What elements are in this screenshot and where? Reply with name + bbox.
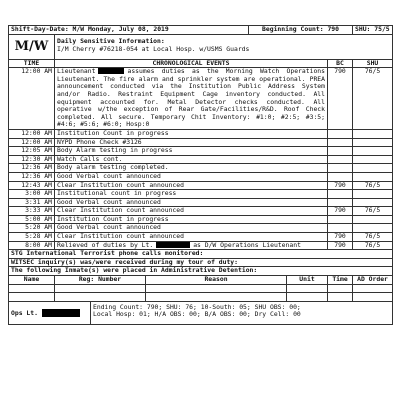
event-shu <box>353 215 393 224</box>
event-time: 12:36 AM <box>9 172 55 181</box>
event-bc <box>328 129 353 138</box>
col-time: TIME <box>9 59 55 68</box>
event-text-post: assumes duties as the Morning Watch Operations Lieutenant. The fire alarm and sprinkler system are operational. PREA announcement conducted via the Institution Public Address System and/or Radio. Restraint Equipment Cage inventory conducted. All equipment accounted for. Metal Detector checks conducted. All operative w/the exception of Rear Gate/Facilities/R&D. Roof Check completed. All secure. Temporary Chit Inventory: #1:0; #2:5; #3:5; #4:6; #5:6; #6:0; Hosp:0 <box>57 67 325 129</box>
witsec-label: WITSEC inquiry(s) was/were received during my tour of duty: <box>9 258 393 267</box>
event-row <box>9 147 393 156</box>
event-text: Good Verbal count announced <box>55 172 328 181</box>
ad-col-header: Unit <box>287 276 328 285</box>
shift-day-date: Shift-Day-Date: M/W Monday, July 08, 2019 <box>9 26 249 35</box>
ad-col-header: AD Order <box>353 276 393 285</box>
event-bc <box>328 172 353 181</box>
event-text-pre: Lieutenant <box>57 67 96 76</box>
event-shu: 76/5 <box>353 207 393 216</box>
col-events: CHRONOLOGICAL EVENTS <box>55 59 328 68</box>
event-text: Body Alarm testing in progress <box>55 147 328 156</box>
adseg-label: The following Inmate(s) were placed in Administrative Detention: <box>9 267 393 276</box>
ending-line-2: Local Hosp: 01; H/A OBS: 00; B/A OBS: 00; Dry Cell: 00 <box>93 310 301 319</box>
event-text: Watch Calls cont. <box>55 155 328 164</box>
stg-label: STG International Terrorist phone calls monitored: <box>9 250 393 259</box>
event-time: 12:36 AM <box>9 164 55 173</box>
event-shu: 76/5 <box>353 241 393 250</box>
ops-lt-label: Ops Lt. <box>11 308 38 317</box>
ad-blank-cell <box>9 284 55 293</box>
event-bc: 790 <box>328 241 353 250</box>
event-text: Clear Institution count announced <box>55 207 328 216</box>
header-row <box>9 26 393 35</box>
event-text: Clear Institution count announced <box>55 181 328 190</box>
event-shu <box>353 172 393 181</box>
mw-label: M/W <box>9 34 55 59</box>
event-bc <box>328 215 353 224</box>
event-text-post: as D/W Operations Lieutenant <box>193 240 301 249</box>
event-shu <box>353 129 393 138</box>
ad-col-header: Name <box>9 276 55 285</box>
ad-blank-cell <box>353 293 393 302</box>
ad-col-header: Reason <box>146 276 287 285</box>
ad-blank-cell <box>287 293 328 302</box>
ad-blank-row <box>9 284 393 293</box>
ad-blank-cell <box>146 293 287 302</box>
watch-log-page <box>8 25 392 395</box>
dsi-text: I/M Cherry #76218-054 at Local Hosp. w/USMS Guards <box>57 44 250 53</box>
ad-blank-cell <box>55 293 146 302</box>
event-text: Body alarm testing completed. <box>55 164 328 173</box>
event-time: 5:28 AM <box>9 233 55 242</box>
redaction-bar <box>42 309 80 317</box>
event-shu: 76/5 <box>353 181 393 190</box>
event-shu <box>353 164 393 173</box>
ad-blank-row <box>9 293 393 302</box>
event-text: Institutional count in progress <box>55 190 328 199</box>
ad-blank-cell <box>9 293 55 302</box>
event-shu: 76/5 <box>353 233 393 242</box>
event-time: 3:00 AM <box>9 190 55 199</box>
event-shu <box>353 138 393 147</box>
dsi-title: Daily Sensitive Information: <box>57 36 165 45</box>
event-bc <box>328 147 353 156</box>
event-time: 12:05 AM <box>9 147 55 156</box>
event-text: Institution Count in progress <box>55 129 328 138</box>
ops-lt-cell <box>9 301 91 324</box>
event-text: Institution Count in progress <box>55 215 328 224</box>
signature-row <box>9 301 393 324</box>
shu-count: SHU: 75/5 <box>353 26 393 35</box>
event-text-pre: Relieved of duties by Lt. <box>57 240 154 249</box>
dsi-cell <box>55 34 393 59</box>
event-bc <box>328 164 353 173</box>
event-bc <box>328 138 353 147</box>
event-time: 12:43 AM <box>9 181 55 190</box>
event-text: NYPD Phone Check #3126 <box>55 138 328 147</box>
ad-header-row <box>9 276 393 285</box>
event-time: 12:00 AM <box>9 138 55 147</box>
event-time: 5:00 AM <box>9 215 55 224</box>
event-bc: 790 <box>328 68 353 130</box>
watch-log-table <box>8 25 393 325</box>
event-shu <box>353 155 393 164</box>
event-text: Good Verbal count announced <box>55 224 328 233</box>
ending-count-summary <box>91 301 393 324</box>
ending-line-1: Ending Count: 790; SHU: 76; 10-South: 05; SHU OBS: 00; <box>93 302 301 311</box>
redaction-bar <box>98 68 124 74</box>
col-shu: SHU <box>353 59 393 68</box>
event-bc <box>328 155 353 164</box>
event-shu <box>353 147 393 156</box>
event-row <box>9 172 393 181</box>
ad-col-header: Reg: Number <box>55 276 146 285</box>
event-bc: 790 <box>328 181 353 190</box>
dsi-row <box>9 34 393 59</box>
event-time: 12:30 AM <box>9 155 55 164</box>
beginning-count: Beginning Count: 790 <box>249 26 353 35</box>
ad-col-header: Time <box>328 276 353 285</box>
ad-blank-cell <box>328 293 353 302</box>
event-text: Good Verbal count announced <box>55 198 328 207</box>
redaction-bar <box>156 242 190 248</box>
event-time: 3:31 AM <box>9 198 55 207</box>
ad-blank-cell <box>146 284 287 293</box>
event-bc: 790 <box>328 233 353 242</box>
event-bc <box>328 190 353 199</box>
event-time: 8:00 AM <box>9 241 55 250</box>
event-text: Clear Institution count announced <box>55 233 328 242</box>
event-shu: 76/5 <box>353 68 393 130</box>
event-row <box>9 129 393 138</box>
event-row <box>9 68 393 130</box>
event-row <box>9 190 393 199</box>
event-time: 3:33 AM <box>9 207 55 216</box>
event-time: 12:00 AM <box>9 129 55 138</box>
col-bc: BC <box>328 59 353 68</box>
event-time: 5:20 AM <box>9 224 55 233</box>
ad-blank-cell <box>55 284 146 293</box>
event-text <box>55 68 328 130</box>
event-time: 12:00 AM <box>9 68 55 130</box>
event-bc: 790 <box>328 207 353 216</box>
event-shu <box>353 190 393 199</box>
